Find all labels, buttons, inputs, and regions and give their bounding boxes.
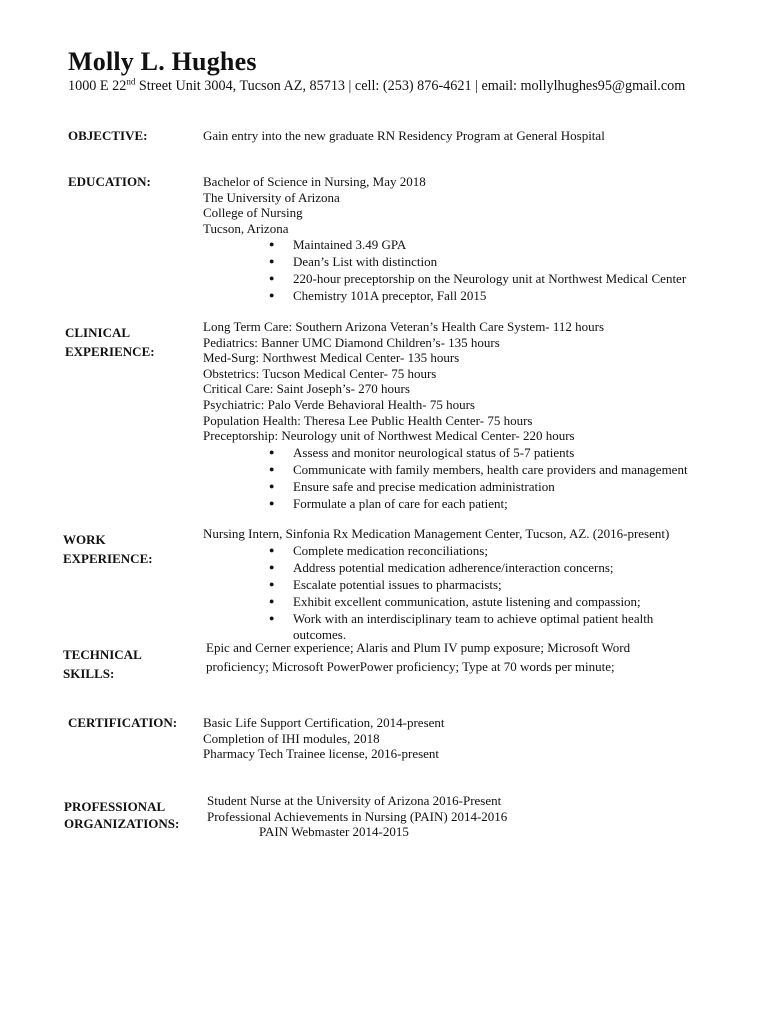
clinical-rotation: Population Health: Theresa Lee Public Health Center- 75 hours	[203, 412, 533, 428]
objective-line: Gain entry into the new graduate RN Residency Program at General Hospital	[203, 128, 605, 143]
bullet-icon: ●	[269, 612, 275, 623]
work-bullet-list	[203, 542, 669, 642]
bullet-icon: ●	[269, 273, 275, 284]
clinical-bullet-text: Assess and monitor neurological status of 5-7 patients	[293, 444, 575, 460]
work-bullet-item	[203, 576, 669, 593]
technical-skills-line: Epic and Cerner experience; Alaris and Plum IV pump exposure; Microsoft Word	[206, 640, 631, 655]
work-bullet-item	[203, 610, 669, 627]
work-bullet-text: Address potential medication adherence/interaction concerns;	[293, 559, 614, 575]
clinical-bullet-text: Ensure safe and precise medication administration	[293, 478, 555, 494]
applicant-name: Molly L. Hughes	[68, 47, 257, 76]
clinical-rotation: Psychiatric: Palo Verde Behavioral Health- 75 hours	[203, 396, 475, 412]
contact-address-rest: Street Unit 3004, Tucson AZ, 85713 | cell: (253) 876-4621 | email: mollylhughes95@gmail.com	[135, 78, 686, 94]
education-bullet-text: Maintained 3.49 GPA	[293, 237, 407, 253]
work-bullet-text: Escalate potential issues to pharmacists;	[293, 576, 502, 592]
clinical-bullet-list	[203, 444, 688, 512]
clinical-rotation: Obstetrics: Tucson Medical Center- 75 hours	[203, 365, 437, 381]
organizations-label	[64, 798, 179, 832]
education-college: College of Nursing	[203, 205, 303, 221]
work-position-title: Nursing Intern, Sinfonia Rx Medication Management Center, Tucson, AZ. (2016-present)	[203, 526, 670, 541]
education-degree: Bachelor of Science in Nursing, May 2018	[203, 174, 426, 189]
education-bullet-text: 220-hour preceptorship on the Neurology unit at Northwest Medical Center	[293, 271, 687, 287]
bullet-icon: ●	[269, 256, 275, 267]
education-bullet-list	[203, 236, 686, 304]
bullet-icon: ●	[269, 239, 275, 250]
bullet-icon: ●	[269, 544, 275, 555]
contact-address-prefix: 1000 E 22	[68, 78, 127, 94]
education-bullet-item	[203, 270, 686, 287]
certification-label: CERTIFICATION:	[68, 715, 178, 730]
clinical-rotation: Critical Care: Saint Joseph’s- 270 hours	[203, 381, 410, 397]
work-label-line2: EXPERIENCE:	[63, 551, 153, 566]
education-university: The University of Arizona	[203, 189, 340, 205]
bullet-icon: ●	[269, 561, 275, 572]
clinical-section	[203, 319, 688, 512]
education-bullet-item	[203, 253, 686, 270]
clinical-bullet-item	[203, 444, 688, 461]
work-bullet-text: Complete medication reconciliations;	[293, 542, 488, 558]
work-bullet-item	[203, 593, 669, 610]
work-bullet-item	[203, 542, 669, 559]
clinical-label	[65, 323, 155, 361]
clinical-bullet-text: Formulate a plan of care for each patient;	[293, 495, 508, 511]
organization-item: PAIN Webmaster 2014-2015	[259, 824, 409, 840]
objective-label: OBJECTIVE:	[68, 128, 148, 143]
clinical-bullet-item	[203, 478, 688, 495]
technical-label-line2: SKILLS:	[63, 666, 115, 681]
clinical-bullet-item	[203, 495, 688, 512]
clinical-label-line2: EXPERIENCE:	[65, 344, 155, 359]
education-bullet-item	[203, 236, 686, 253]
certification-section	[203, 715, 445, 762]
education-bullet-text: Chemistry 101A preceptor, Fall 2015	[293, 288, 487, 304]
education-label: EDUCATION:	[68, 174, 151, 189]
work-bullet-text: Exhibit excellent communication, astute listening and compassion;	[293, 593, 641, 609]
clinical-bullet-text: Communicate with family members, health care providers and management	[293, 461, 688, 477]
work-label-line1: WORK	[63, 532, 106, 547]
clinical-rotation: Long Term Care: Southern Arizona Veteran’s Health Care System- 112 hours	[203, 319, 605, 334]
certification-item: Basic Life Support Certification, 2014-present	[203, 715, 445, 730]
work-bullet-text: outcomes.	[293, 626, 347, 642]
bullet-icon: ●	[269, 446, 275, 457]
organizations-label-line2: ORGANIZATIONS:	[64, 816, 180, 831]
contact-address-superscript: nd	[126, 76, 136, 87]
technical-skills-line: proficiency; Microsoft PowerPower proficiency; Type at 70 words per minute;	[206, 659, 615, 674]
work-bullet-text: Work with an interdisciplinary team to achieve optimal patient health	[293, 610, 654, 626]
clinical-label-line1: CLINICAL	[65, 325, 131, 340]
clinical-rotation: Med-Surg: Northwest Medical Center- 135 hours	[203, 350, 460, 366]
certification-item: Pharmacy Tech Trainee license, 2016-present	[203, 746, 440, 762]
organization-item: Professional Achievements in Nursing (PAIN) 2014-2016	[207, 808, 508, 824]
organization-item: Student Nurse at the University of Arizona 2016-Present	[207, 793, 502, 808]
certification-item: Completion of IHI modules, 2018	[203, 730, 380, 746]
contact-line	[68, 78, 685, 95]
technical-label-line1: TECHNICAL	[63, 647, 142, 662]
work-label	[63, 530, 153, 568]
clinical-rotation: Preceptorship: Neurology unit of Northwest Medical Center- 220 hours	[203, 428, 575, 444]
objective-text	[203, 128, 605, 144]
education-bullet-item	[203, 287, 686, 304]
bullet-icon: ●	[269, 480, 275, 491]
bullet-icon: ●	[269, 497, 275, 508]
bullet-icon: ●	[269, 578, 275, 589]
work-bullet-item	[203, 559, 669, 576]
bullet-icon: ●	[269, 290, 275, 301]
bullet-icon: ●	[269, 463, 275, 474]
bullet-icon: ●	[269, 595, 275, 606]
education-section	[203, 174, 686, 304]
education-bullet-text: Dean’s List with distinction	[293, 254, 438, 270]
organizations-label-line1: PROFESSIONAL	[64, 799, 166, 814]
education-location: Tucson, Arizona	[203, 220, 289, 236]
technical-label	[63, 645, 142, 683]
technical-section	[206, 638, 630, 676]
clinical-rotation: Pediatrics: Banner UMC Diamond Children’s- 135 hours	[203, 334, 500, 350]
work-section	[203, 526, 669, 642]
clinical-bullet-item	[203, 461, 688, 478]
organizations-section	[207, 793, 507, 840]
